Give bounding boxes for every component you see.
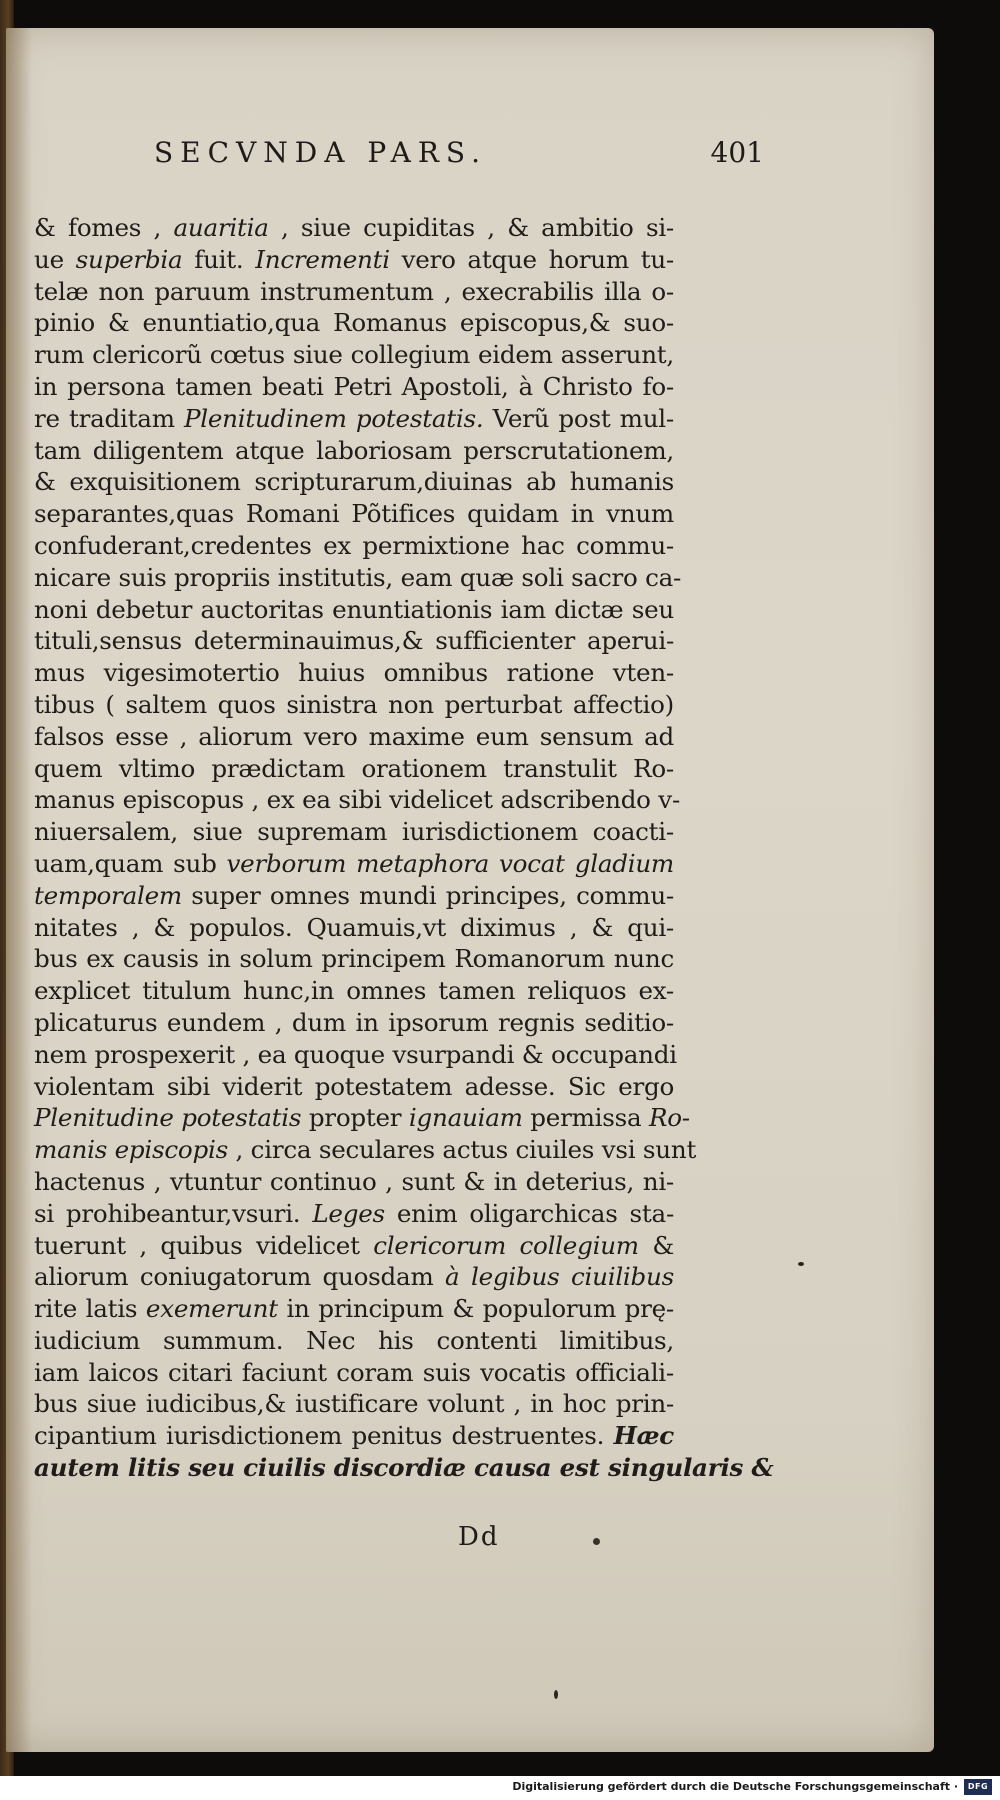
text-line	[34, 498, 674, 530]
italic-segment: Plenitudine potestatis	[34, 1103, 302, 1133]
text-segment: pinio & enuntiatio,qua Romanus episcopus,& suo-	[34, 308, 674, 338]
italic-segment: manis episcopis	[34, 1135, 228, 1165]
ink-dot	[593, 1538, 600, 1545]
text-segment: iudicium summum. Nec his contenti limitibus,	[34, 1325, 674, 1355]
text-line	[34, 880, 674, 912]
text-segment: in principum & populorum prę-	[277, 1294, 674, 1324]
page-number: 401	[710, 136, 764, 169]
footer-bar	[0, 1776, 1000, 1800]
text-segment: bus siue iudicibus,& iustificare volunt , in hoc prin-	[34, 1389, 674, 1419]
text-segment: tam diligentem atque laboriosam perscrutationem,	[34, 435, 674, 465]
text-segment: falsos esse , aliorum vero maxime eum sensum ad	[34, 721, 674, 751]
italic-segment: Ro-	[648, 1103, 690, 1133]
italic-segment: à legibus ciuilibus	[445, 1262, 675, 1292]
text-line	[34, 657, 674, 689]
text-line	[34, 371, 674, 403]
text-segment: si prohibeantur,vsuri.	[34, 1198, 313, 1228]
text-line	[34, 307, 674, 339]
text-segment: ue	[34, 244, 76, 274]
text-segment: re traditam	[34, 403, 184, 433]
text-segment: hactenus , vtuntur continuo , sunt & in deterius, ni-	[34, 1166, 674, 1196]
text-line	[34, 975, 674, 1007]
text-segment: &	[638, 1230, 674, 1260]
text-line	[34, 1420, 674, 1452]
text-line	[34, 276, 674, 308]
text-line	[34, 1166, 674, 1198]
text-line	[34, 848, 674, 880]
text-line	[34, 1230, 674, 1262]
text-line	[34, 784, 681, 816]
text-segment: enim oligarchicas sta-	[384, 1198, 675, 1228]
italic-segment: auaritia	[173, 213, 269, 242]
text-line	[34, 1134, 697, 1166]
funding-credit: Digitalisierung gefördert durch die Deutsche Forschungsgemeinschaft ·	[512, 1780, 958, 1793]
italic-segment: superbia	[75, 244, 183, 274]
text-line	[34, 1071, 674, 1103]
text-segment: cipantium iurisdictionem penitus destruentes.	[34, 1421, 614, 1451]
text-line	[34, 625, 674, 657]
text-segment: fuit.	[182, 244, 256, 274]
text-segment: Verũ post mul-	[483, 403, 674, 433]
text-segment: , siue cupiditas , & ambitio si-	[268, 213, 674, 242]
text-segment: rum clericorũ cœtus siue collegium eidem asserunt,	[34, 340, 674, 370]
text-segment: mus vigesimotertio huius omnibus ratione vten-	[34, 658, 674, 688]
text-line	[34, 339, 674, 371]
text-segment: separantes,quas Romani Põtifices quidam in vnum	[34, 499, 674, 529]
text-line	[34, 562, 682, 594]
text-segment: plicaturus eundem , dum in ipsorum regnis seditio-	[34, 1007, 674, 1037]
italic-segment: Plenitudinem potestatis.	[183, 403, 484, 433]
ink-speck	[554, 1690, 558, 1699]
text-segment: confuderant,credentes ex permixtione hac commu-	[34, 530, 674, 560]
text-line	[34, 1007, 674, 1039]
ink-speck	[798, 1262, 804, 1266]
dfg-logo: DFG	[964, 1779, 992, 1795]
text-line	[34, 1102, 690, 1134]
text-segment: iam laicos citari faciunt coram suis vocatis officiali-	[34, 1357, 674, 1387]
text-line	[34, 435, 674, 467]
text-segment: aliorum coniugatorum quosdam	[34, 1262, 446, 1292]
text-segment: quem vltimo prædictam orationem transtulit Ro-	[34, 753, 674, 783]
text-line	[34, 1452, 774, 1484]
text-line	[34, 1198, 674, 1230]
book-page	[6, 28, 934, 1752]
text-segment: & fomes ,	[34, 213, 174, 242]
text-line	[34, 244, 674, 276]
text-line	[34, 721, 674, 753]
text-segment: nem prospexerit , ea quoque vsurpandi & occupandi	[34, 1039, 677, 1069]
italic-segment: autem litis seu ciuilis discordiæ causa est singularis &	[34, 1453, 774, 1483]
text-line	[34, 530, 674, 562]
text-line	[34, 912, 674, 944]
italic-segment: exemerunt	[145, 1294, 278, 1324]
text-line	[34, 1293, 674, 1325]
text-segment: noni debetur auctoritas enuntiationis iam dictæ seu	[34, 594, 674, 624]
italic-segment: ignauiam	[408, 1103, 523, 1133]
text-segment: rite latis	[34, 1294, 146, 1324]
text-segment: permissa	[522, 1103, 649, 1133]
text-line	[34, 1261, 674, 1293]
italic-segment: Incrementi	[255, 244, 390, 274]
text-line	[34, 403, 674, 435]
text-segment: in persona tamen beati Petri Apostoli, à Christo fo-	[34, 371, 674, 401]
text-segment: tibus ( saltem quos sinistra non perturbat affectio)	[34, 689, 674, 719]
text-line	[34, 816, 674, 848]
text-segment: tituli,sensus determinauimus,& sufficienter aperui-	[34, 626, 674, 656]
text-line	[34, 466, 674, 498]
italic-segment: clericorum collegium	[373, 1230, 639, 1260]
text-line	[34, 1357, 674, 1389]
text-segment: violentam sibi viderit potestatem adesse. Sic ergo	[34, 1071, 674, 1101]
text-line	[34, 753, 674, 785]
text-segment: super omnes mundi principes, commu-	[181, 880, 674, 910]
italic-segment: Hæc	[613, 1421, 674, 1451]
page-header	[154, 136, 764, 196]
text-segment: vero atque horum tu-	[389, 244, 674, 274]
text-segment: nicare suis propriis institutis, eam quæ soli sacro ca-	[34, 562, 682, 592]
running-head: SECVNDA PARS.	[154, 136, 487, 169]
text-segment: propter	[301, 1103, 409, 1133]
italic-segment: Leges	[312, 1198, 385, 1228]
text-line	[34, 1325, 674, 1357]
text-line	[34, 594, 674, 626]
text-segment: niuersalem, siue supremam iurisdictionem coacti-	[34, 817, 674, 847]
text-line	[34, 689, 674, 721]
text-segment: bus ex causis in solum principem Romanorum nunc	[34, 944, 674, 974]
text-segment: , circa seculares actus ciuiles vsi sunt	[227, 1135, 697, 1165]
text-segment: manus episcopus , ex ea sibi videlicet adscribendo v-	[34, 785, 681, 815]
italic-segment: verborum metaphora vocat gladium	[226, 848, 674, 878]
text-line	[34, 1388, 674, 1420]
text-segment: uam,quam sub	[34, 848, 227, 878]
text-line	[34, 1039, 677, 1071]
text-segment: & exquisitionem scripturarum,diuinas ab humanis	[34, 467, 674, 497]
text-line	[34, 943, 674, 975]
text-segment: telæ non paruum instrumentum , execrabilis illa o-	[34, 276, 674, 306]
italic-segment: temporalem	[34, 880, 182, 910]
signature-mark: Dd	[458, 1522, 500, 1552]
text-segment: tuerunt , quibus videlicet	[34, 1230, 374, 1260]
text-line	[34, 212, 674, 244]
body-text	[34, 212, 774, 1484]
text-segment: nitates , & populos. Quamuis,vt diximus , & qui-	[34, 912, 674, 942]
text-segment: explicet titulum hunc,in omnes tamen reliquos ex-	[34, 976, 674, 1006]
